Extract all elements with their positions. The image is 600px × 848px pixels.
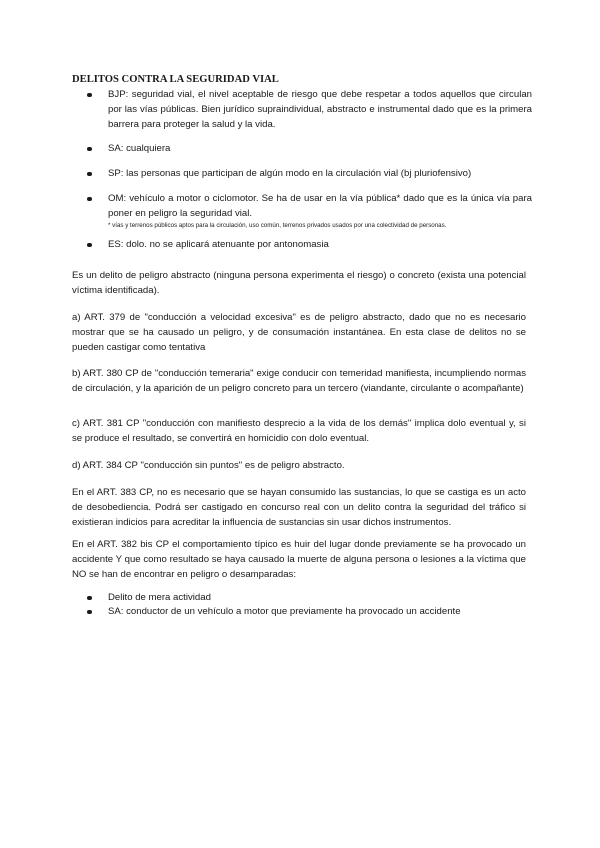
bullet-icon	[87, 197, 92, 202]
bullet-icon	[87, 596, 92, 601]
bullet-icon	[87, 93, 92, 98]
list-item	[72, 191, 532, 231]
footnote: * vías y terrenos públicos aptos para la circulación, uso común, terrenos privados usados por una colectividad de personas.	[108, 222, 447, 229]
paragraph	[72, 458, 526, 473]
paragraph	[72, 485, 526, 530]
paragraph	[72, 537, 526, 582]
paragraph-text: Es un delito de peligro abstracto (ninguna persona experimenta el riesgo) o concreto (exista una potencial víctima identificada).	[72, 270, 526, 296]
list-item	[72, 604, 532, 618]
list-item	[72, 237, 532, 252]
paragraph-text: a) ART. 379 de "conducción a velocidad excesiva" es de peligro abstracto, dado que no es necesario mostrar que se ha causado un peligro, y de consumación instantánea. En esta clase de delitos no se pueden castigar como tentativa	[72, 312, 526, 353]
list-item	[72, 87, 532, 132]
paragraph	[72, 366, 526, 396]
paragraph	[72, 310, 526, 355]
bullet-text-sa: SA: cualquiera	[108, 143, 171, 154]
bullet-icon	[87, 147, 92, 152]
bullet-icon	[87, 610, 92, 615]
paragraph-text: c) ART. 381 CP "conducción con manifiesto desprecio a la vida de los demás" implica dolo eventual y, si se produce el resultado, se convertirá en homicidio con dolo eventual.	[72, 418, 526, 444]
bullet2-text: Delito de mera actividad	[108, 592, 211, 603]
list-item	[72, 590, 532, 604]
paragraph-text: d) ART. 384 CP "conducción sin puntos" es de peligro abstracto.	[72, 460, 345, 471]
bullet-text-es: ES: dolo. no se aplicará atenuante por antonomasia	[108, 239, 329, 250]
list-item	[72, 166, 532, 181]
bullet2-text: SA: conductor de un vehículo a motor que previamente ha provocado un accidente	[108, 606, 461, 617]
paragraph	[72, 416, 526, 446]
paragraph-text: b) ART. 380 CP de "conducción temeraria" exige conducir con temeridad manifiesta, incumpliendo normas de circulación, y la aparición de un peligro concreto para un tercero (viandante, circulante o acompañante)	[72, 368, 526, 394]
bullet-icon	[87, 172, 92, 177]
bullet-text-sp: SP: las personas que participan de algún modo en la circulación vial (bj pluriofensivo)	[108, 168, 472, 179]
bullet-text-om: OM: vehículo a motor o ciclomotor. Se ha de usar en la vía pública* dado que es la única vía para poner en peligro la seguridad vial.	[108, 193, 532, 219]
paragraph	[72, 268, 526, 298]
bullet-icon	[87, 243, 92, 248]
page-title: DELITOS CONTRA LA SEGURIDAD VIAL	[72, 74, 279, 85]
bullet-list-2	[72, 590, 532, 618]
bullet-text-bjp: BJP: seguridad vial, el nivel aceptable de riesgo que debe respetar a todos aquellos que circulan por las vías públicas. Bien jurídico supraindividual, abstracto e instrumental dado que es la primera barrera para proteger la salud y la vida.	[108, 89, 532, 130]
paragraph-text: En el ART. 382 bis CP el comportamiento típico es huir del lugar donde previamente se ha provocado un accidente Y que como resultado se haya causado la muerte de alguna persona o lesiones a la víctima que NO se han de encontrar en peligro o desamparadas:	[72, 539, 526, 580]
paragraph-text: En el ART. 383 CP, no es necesario que se hayan consumido las sustancias, lo que se castiga es un acto de desobediencia. Podrá ser castigado en concurso real con un delito contra la seguridad del tráfico si existieran indicios para acreditar la influencia de sustancias sin usar dichos instrumentos.	[72, 487, 526, 528]
list-item	[72, 141, 532, 156]
bullet-list	[72, 87, 532, 252]
